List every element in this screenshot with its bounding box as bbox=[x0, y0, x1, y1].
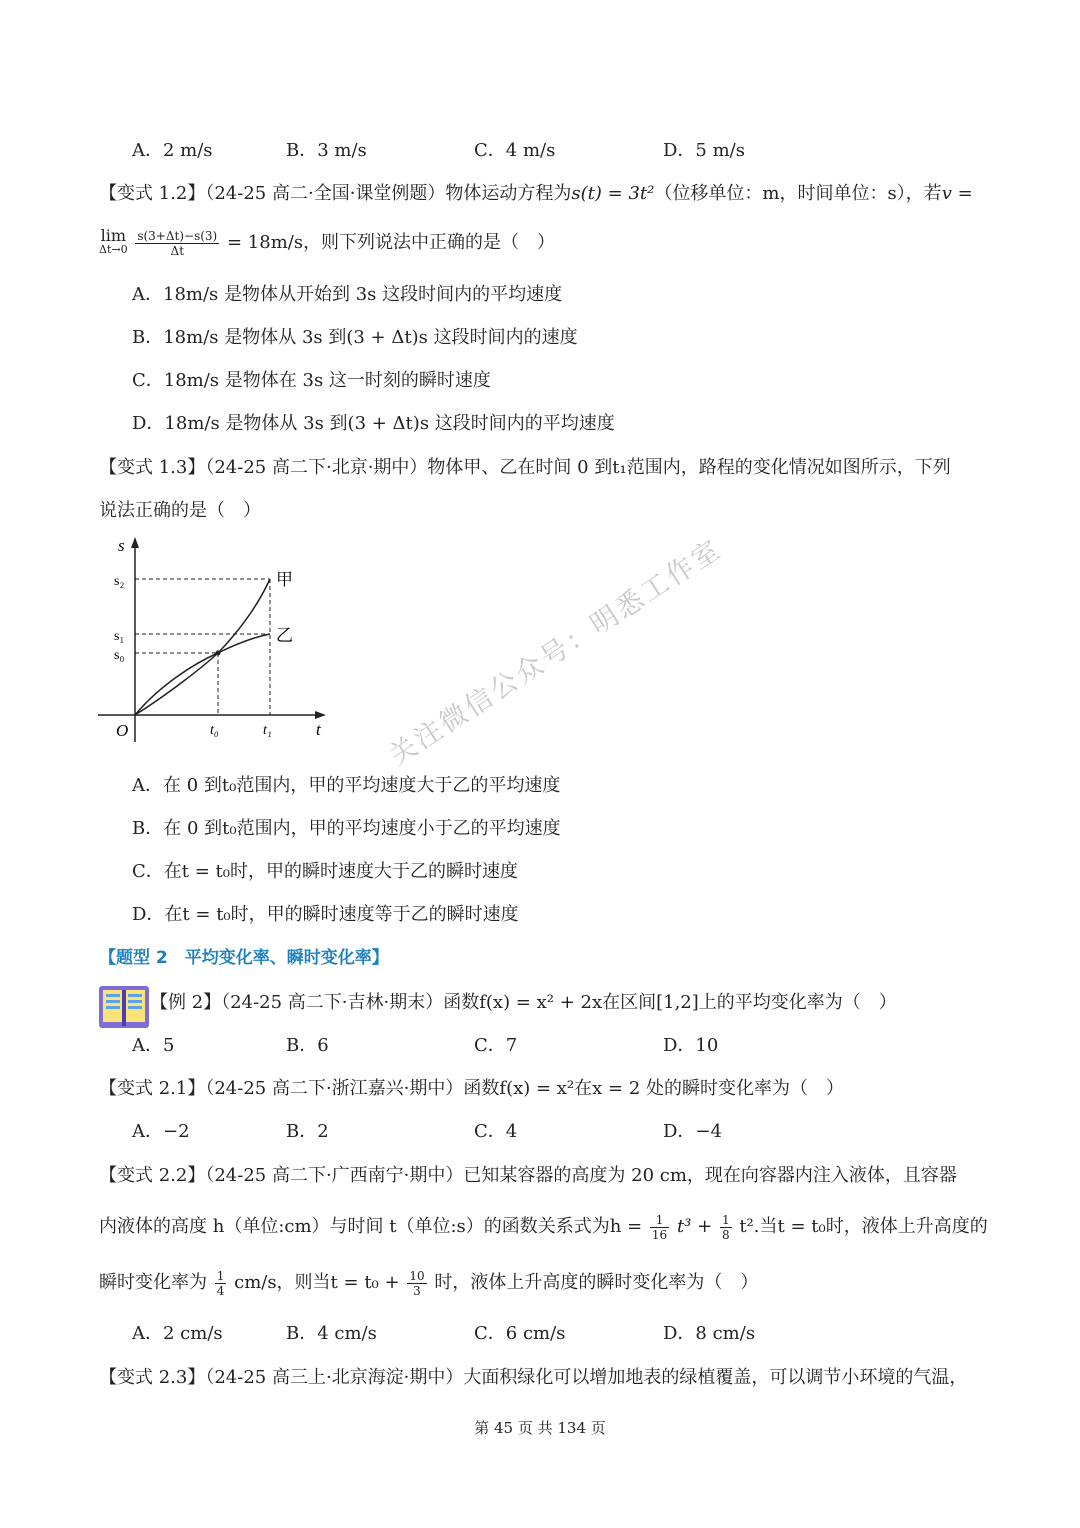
section-heading: 【题型 2 平均变化率、瞬时变化率】 bbox=[99, 948, 389, 968]
v12-tag: 【变式 1.2】 bbox=[99, 183, 206, 204]
option-d: D．8 cm/s bbox=[663, 1323, 756, 1344]
v13-option-c: C．在t = t₀时，甲的瞬时速度大于乙的瞬时速度 bbox=[132, 861, 518, 882]
option-d: D．−4 bbox=[663, 1121, 722, 1142]
v22-line2c: t².当t = t₀时，液体上升高度的 bbox=[739, 1216, 988, 1237]
origin-label: O bbox=[116, 721, 129, 740]
option-d: D．5 m/s bbox=[663, 140, 745, 161]
v22-line3b: cm/s，则当t = t₀ + bbox=[234, 1272, 400, 1293]
fraction-10-3 bbox=[407, 1269, 426, 1298]
v13-text: （24-25 高二下·北京·期中）物体甲、乙在时间 0 到t₁范围内，路程的变化情况如图所示，下列 bbox=[205, 457, 951, 478]
t1-label: t₁ bbox=[263, 723, 272, 738]
v22-line3c: 时，液体上升高度的瞬时变化率为（ ） bbox=[434, 1272, 759, 1293]
t-label: t bbox=[316, 720, 321, 739]
option-a: A．5 bbox=[132, 1035, 175, 1056]
fraction-1-16 bbox=[650, 1213, 669, 1242]
v12-option-b: B．18m/s 是物体从 3s 到(3 + Δt)s 这段时间内的速度 bbox=[132, 327, 578, 348]
v22-line1: 【变式 2.2】（24-25 高二下·广西南宁·期中）已知某容器的高度为 20 cm，现在向容器内注入液体，且容器 bbox=[99, 1165, 957, 1186]
jia-label: 甲 bbox=[276, 570, 293, 590]
v22-line3 bbox=[99, 1268, 758, 1298]
v21-options bbox=[132, 1120, 932, 1144]
v23-text: 【变式 2.3】（24-25 高三上·北京海淀·期中）大面积绿化可以增加地表的绿植覆盖，可以调节小环境的气温， bbox=[99, 1367, 968, 1388]
v22-line3a: 瞬时变化率为 bbox=[99, 1272, 207, 1293]
v12-formula: s(t) = 3t² bbox=[571, 183, 655, 204]
frac-den: 4 bbox=[216, 1283, 225, 1298]
v22-line2b: t³ + bbox=[676, 1216, 713, 1237]
v12-limit bbox=[99, 226, 128, 257]
option-b: B．6 bbox=[286, 1035, 329, 1056]
t0-label: t₀ bbox=[210, 723, 219, 738]
yi-curve bbox=[135, 634, 270, 715]
v21-text: 【变式 2.1】（24-25 高二下·浙江嘉兴·期中）函数f(x) = x²在x = 2 处的瞬时变化率为（ ） bbox=[99, 1078, 845, 1099]
s-axis-arrow bbox=[131, 537, 139, 548]
option-a: A．−2 bbox=[132, 1121, 190, 1142]
v12-option-c: C．18m/s 是物体在 3s 这一时刻的瞬时速度 bbox=[132, 370, 491, 391]
motion-graph bbox=[90, 535, 340, 750]
v12-source: （24-25 高二·全国·课堂例题）物体运动方程为 bbox=[205, 183, 572, 204]
ex2-text: 【例 2】（24-25 高二下·吉林·期末）函数f(x) = x² + 2x在区间[1,2]上的平均变化率为（ ） bbox=[150, 992, 897, 1013]
option-c: C．4 bbox=[474, 1121, 518, 1142]
option-b: B．3 m/s bbox=[286, 140, 367, 161]
frac-den: 8 bbox=[721, 1227, 730, 1242]
lim-label: lim bbox=[100, 226, 126, 245]
option-d: D．10 bbox=[663, 1035, 719, 1056]
lim-sub: Δt→0 bbox=[99, 243, 128, 256]
v12-text3: = 18m/s，则下列说法中正确的是（ ） bbox=[226, 232, 556, 253]
v12-v-eq: v = bbox=[941, 183, 973, 204]
watermark: 关注微信公众号：明悉工作室 bbox=[383, 533, 728, 772]
q11-options bbox=[132, 139, 932, 163]
option-a: A．2 m/s bbox=[132, 140, 213, 161]
s1-label: s₁ bbox=[114, 629, 125, 644]
s0-label: s₀ bbox=[114, 648, 125, 663]
frac-num: 1 bbox=[650, 1213, 669, 1228]
frac-den: Δt bbox=[170, 243, 185, 258]
book-icon bbox=[98, 985, 150, 1029]
frac-den: 16 bbox=[651, 1227, 668, 1242]
v13-tag: 【变式 1.3】 bbox=[99, 457, 206, 478]
page-footer: 第 45 页 共 134 页 bbox=[474, 1419, 606, 1437]
option-c: C．6 cm/s bbox=[474, 1323, 566, 1344]
s2-label: s₂ bbox=[114, 574, 125, 589]
v12-fraction bbox=[135, 229, 219, 258]
yi-label: 乙 bbox=[276, 626, 293, 646]
frac-num: 1 bbox=[721, 1212, 730, 1227]
fraction-1-8 bbox=[720, 1213, 732, 1242]
fraction-1-4 bbox=[215, 1269, 227, 1298]
v13-line2: 说法正确的是（ ） bbox=[99, 500, 261, 521]
v13-option-b: B．在 0 到t₀范围内，甲的平均速度小于乙的平均速度 bbox=[132, 818, 561, 839]
option-c: C．7 bbox=[474, 1035, 518, 1056]
v13-option-a: A．在 0 到t₀范围内，甲的平均速度大于乙的平均速度 bbox=[132, 775, 561, 796]
v12-option-a: A．18m/s 是物体从开始到 3s 这段时间内的平均速度 bbox=[132, 284, 563, 305]
s-label: s bbox=[118, 536, 125, 555]
option-a: A．2 cm/s bbox=[132, 1323, 223, 1344]
v22-line2 bbox=[99, 1212, 988, 1242]
option-c: C．4 m/s bbox=[474, 140, 556, 161]
v12-text2: （位移单位：m，时间单位：s），若 bbox=[654, 183, 942, 204]
frac-num: 1 bbox=[216, 1268, 225, 1283]
frac-den: 3 bbox=[413, 1283, 421, 1298]
v13-option-d: D．在t = t₀时，甲的瞬时速度等于乙的瞬时速度 bbox=[132, 904, 519, 925]
v12-option-d: D．18m/s 是物体从 3s 到(3 + Δt)s 这段时间内的平均速度 bbox=[132, 413, 615, 434]
ex2-options bbox=[132, 1034, 932, 1058]
option-b: B．4 cm/s bbox=[286, 1323, 377, 1344]
frac-num: s(3+Δt)−s(3) bbox=[137, 228, 218, 243]
v22-line2a: 内液体的高度 h（单位:cm）与时间 t（单位:s）的函数关系式为h = bbox=[99, 1216, 643, 1237]
frac-num: 10 bbox=[409, 1268, 425, 1283]
v12-line2 bbox=[99, 228, 555, 258]
v12-line1 bbox=[99, 182, 973, 206]
t-axis-arrow bbox=[315, 711, 326, 719]
intersection-point bbox=[216, 651, 221, 656]
v13-line1 bbox=[99, 456, 951, 480]
option-b: B．2 bbox=[286, 1121, 329, 1142]
v22-options bbox=[132, 1322, 932, 1346]
